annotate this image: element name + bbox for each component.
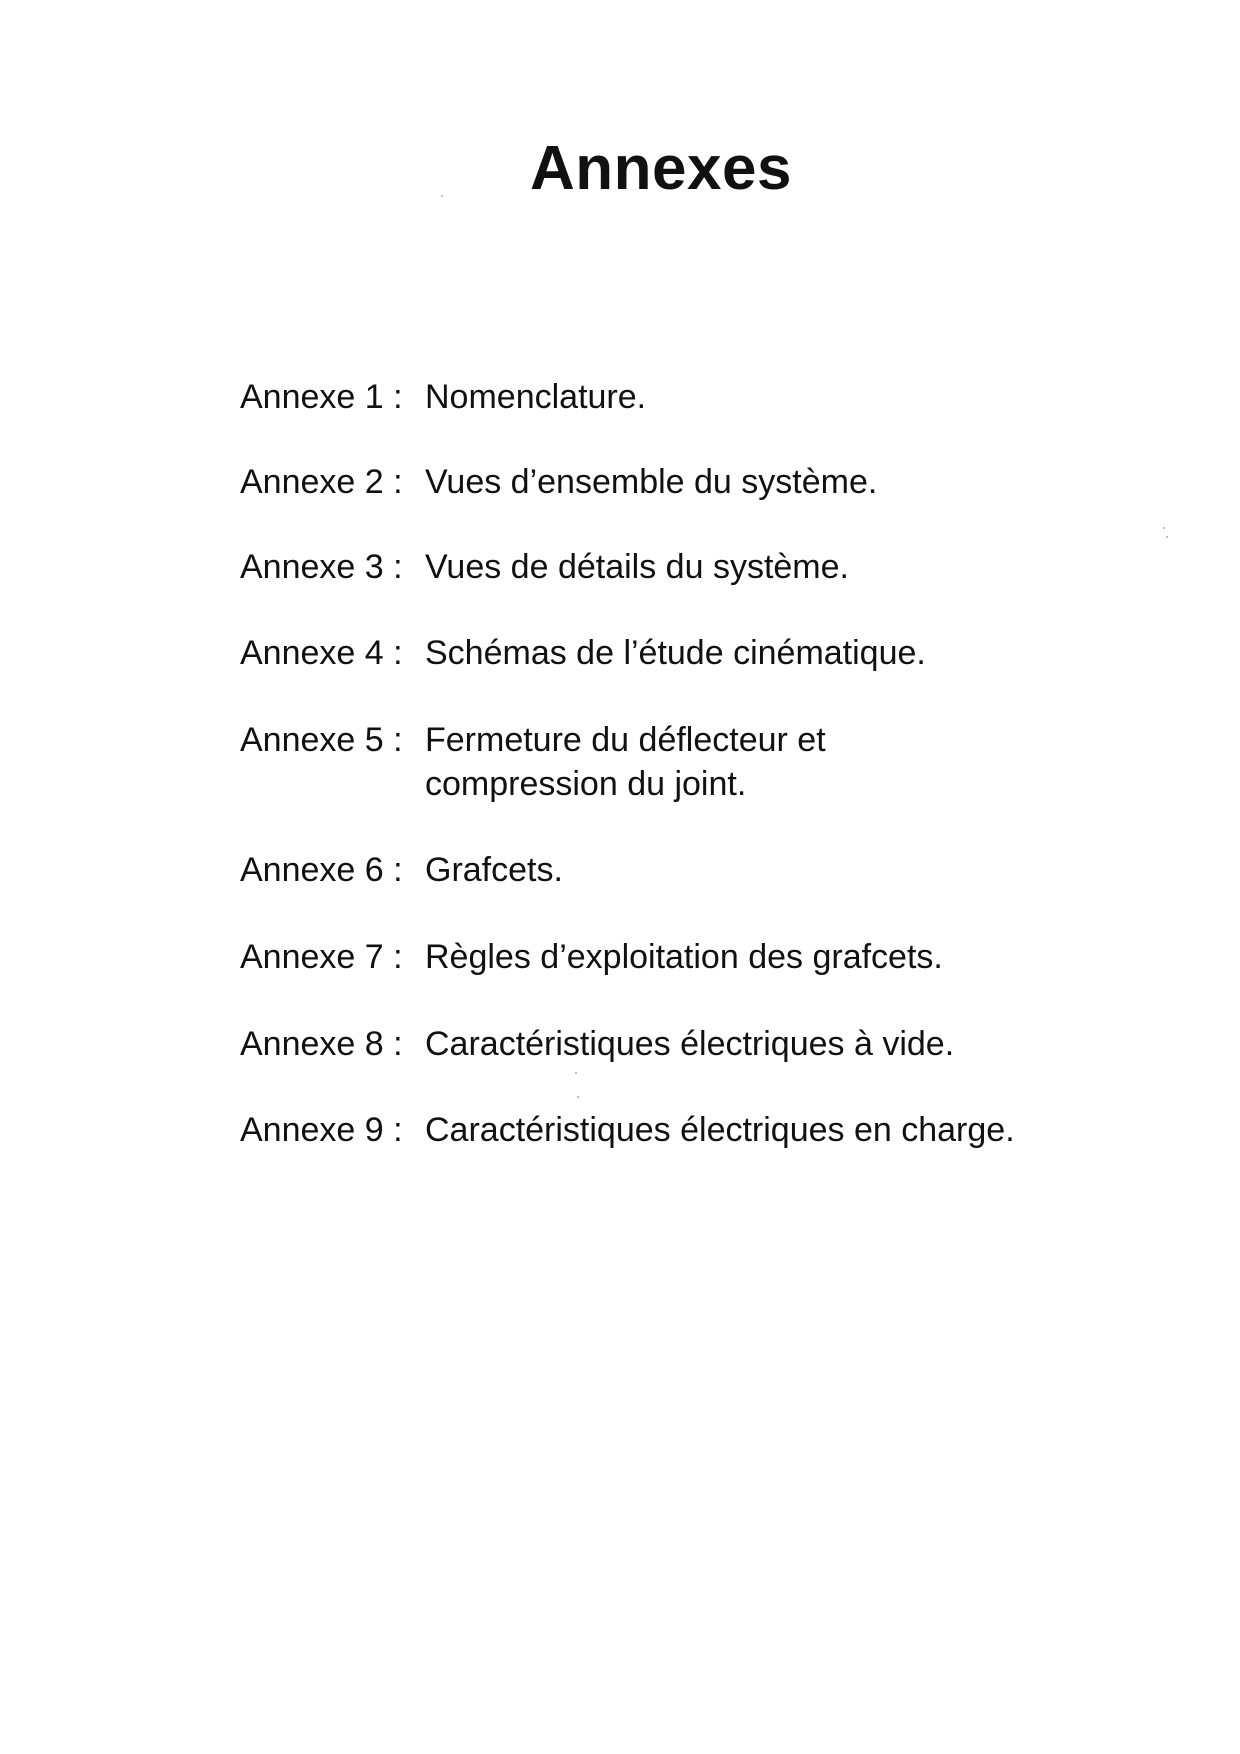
- annex-label: Annexe 6 :: [240, 851, 403, 889]
- annex-label: Annexe 7 :: [240, 938, 403, 976]
- annex-label: Annexe 2 :: [240, 463, 403, 501]
- annex-item-2: [240, 460, 1140, 504]
- annex-text: Caractéristiques électriques à vide.: [425, 1025, 955, 1063]
- annex-text: Fermeture du déflecteur et compression du joint.: [425, 721, 826, 803]
- annex-label: Annexe 8 :: [240, 1025, 403, 1063]
- annex-text: Vues de détails du système.: [425, 548, 849, 586]
- annex-text: Schémas de l’étude cinématique.: [425, 634, 926, 672]
- annex-text: Vues d’ensemble du système.: [425, 463, 878, 501]
- annex-label: Annexe 1 :: [240, 378, 403, 416]
- annex-text: Grafcets.: [425, 851, 563, 889]
- annex-item-3: [240, 545, 1140, 589]
- page-title: Annexes: [530, 134, 792, 203]
- annex-item-1: [240, 375, 1140, 419]
- annex-text: Nomenclature.: [425, 378, 647, 416]
- scan-speck: [577, 1096, 579, 1098]
- scan-speck: [1163, 527, 1165, 529]
- annex-text: Règles d’exploitation des grafcets.: [425, 938, 943, 976]
- scan-speck: [1166, 536, 1168, 538]
- annex-item-8: [240, 1022, 1140, 1066]
- annex-item-5: [240, 718, 1140, 806]
- annex-label: Annexe 4 :: [240, 634, 403, 672]
- annex-item-9: [240, 1108, 1140, 1152]
- annex-label: Annexe 5 :: [240, 721, 403, 759]
- scan-speck: [441, 195, 443, 197]
- scan-speck: [575, 1072, 577, 1074]
- annex-text: Caractéristiques électriques en charge.: [425, 1111, 1015, 1149]
- annex-item-6: [240, 848, 1140, 892]
- annex-item-4: [240, 631, 1140, 675]
- annex-item-7: [240, 935, 1140, 979]
- annex-label: Annexe 9 :: [240, 1111, 403, 1149]
- annex-label: Annexe 3 :: [240, 548, 403, 586]
